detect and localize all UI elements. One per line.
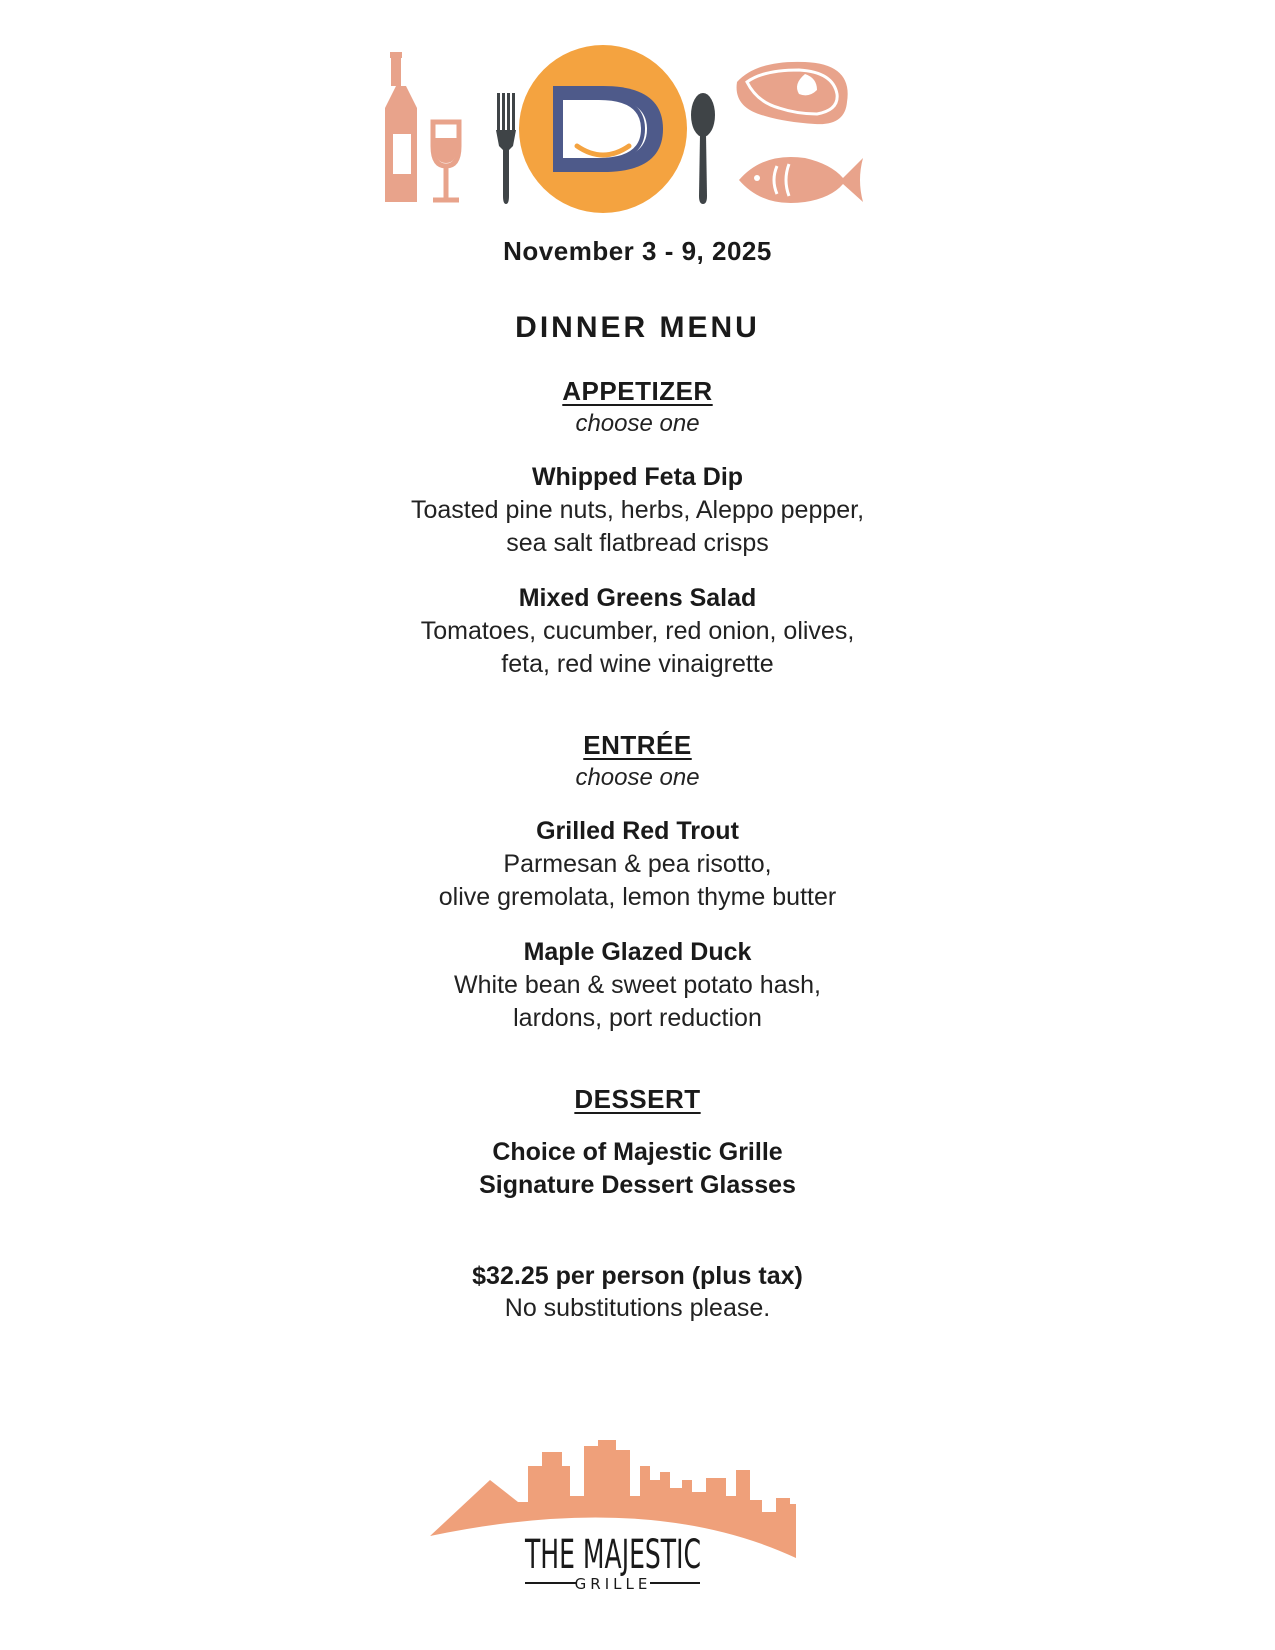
appetizer-item-name: Mixed Greens Salad bbox=[518, 584, 757, 612]
substitution-note: No substitutions please. bbox=[504, 1294, 771, 1322]
appetizer-item-desc: Toasted pine nuts, herbs, Aleppo pepper, bbox=[410, 496, 865, 524]
steak-icon bbox=[737, 62, 848, 124]
appetizer-heading: APPETIZER bbox=[562, 376, 713, 406]
bottle-label bbox=[393, 134, 411, 174]
entree-subheading: choose one bbox=[575, 764, 700, 791]
entree-item-name: Grilled Red Trout bbox=[536, 817, 739, 845]
menu-date: November 3 - 9, 2025 bbox=[503, 236, 772, 266]
entree-item-desc: lardons, port reduction bbox=[513, 1004, 762, 1032]
header-illustration bbox=[385, 38, 890, 228]
entree-heading: ENTRÉE bbox=[583, 730, 692, 760]
entree-item-desc: White bean & sweet potato hash, bbox=[454, 971, 821, 999]
fork-icon bbox=[496, 93, 516, 204]
entree-item-desc: Parmesan & pea risotto, bbox=[503, 850, 772, 878]
logo-subname: GRILLE bbox=[574, 1575, 652, 1593]
dessert-line: Choice of Majestic Grille bbox=[492, 1138, 783, 1166]
spoon-icon bbox=[691, 93, 715, 204]
appetizer-item-desc: sea salt flatbread crisps bbox=[506, 529, 769, 557]
appetizer-subheading: choose one bbox=[575, 410, 700, 437]
wine-bottle-icon bbox=[385, 52, 417, 202]
menu-title: DINNER MENU bbox=[515, 311, 760, 344]
price-text: $32.25 per person (plus tax) bbox=[472, 1262, 803, 1290]
appetizer-item-name: Whipped Feta Dip bbox=[531, 463, 744, 491]
dessert-line: Signature Dessert Glasses bbox=[479, 1171, 796, 1199]
dessert-heading: DESSERT bbox=[574, 1084, 701, 1114]
plate-logo-icon bbox=[519, 45, 687, 213]
majestic-grille-logo bbox=[430, 1440, 840, 1610]
fish-icon bbox=[739, 157, 863, 203]
entree-item-name: Maple Glazed Duck bbox=[523, 938, 752, 966]
wine-fill bbox=[435, 138, 457, 163]
logo-name: THE MAJESTIC bbox=[524, 1532, 701, 1578]
appetizer-item-desc: feta, red wine vinaigrette bbox=[501, 650, 774, 678]
appetizer-item-desc: Tomatoes, cucumber, red onion, olives, bbox=[420, 617, 855, 645]
entree-item-desc: olive gremolata, lemon thyme butter bbox=[438, 883, 837, 911]
